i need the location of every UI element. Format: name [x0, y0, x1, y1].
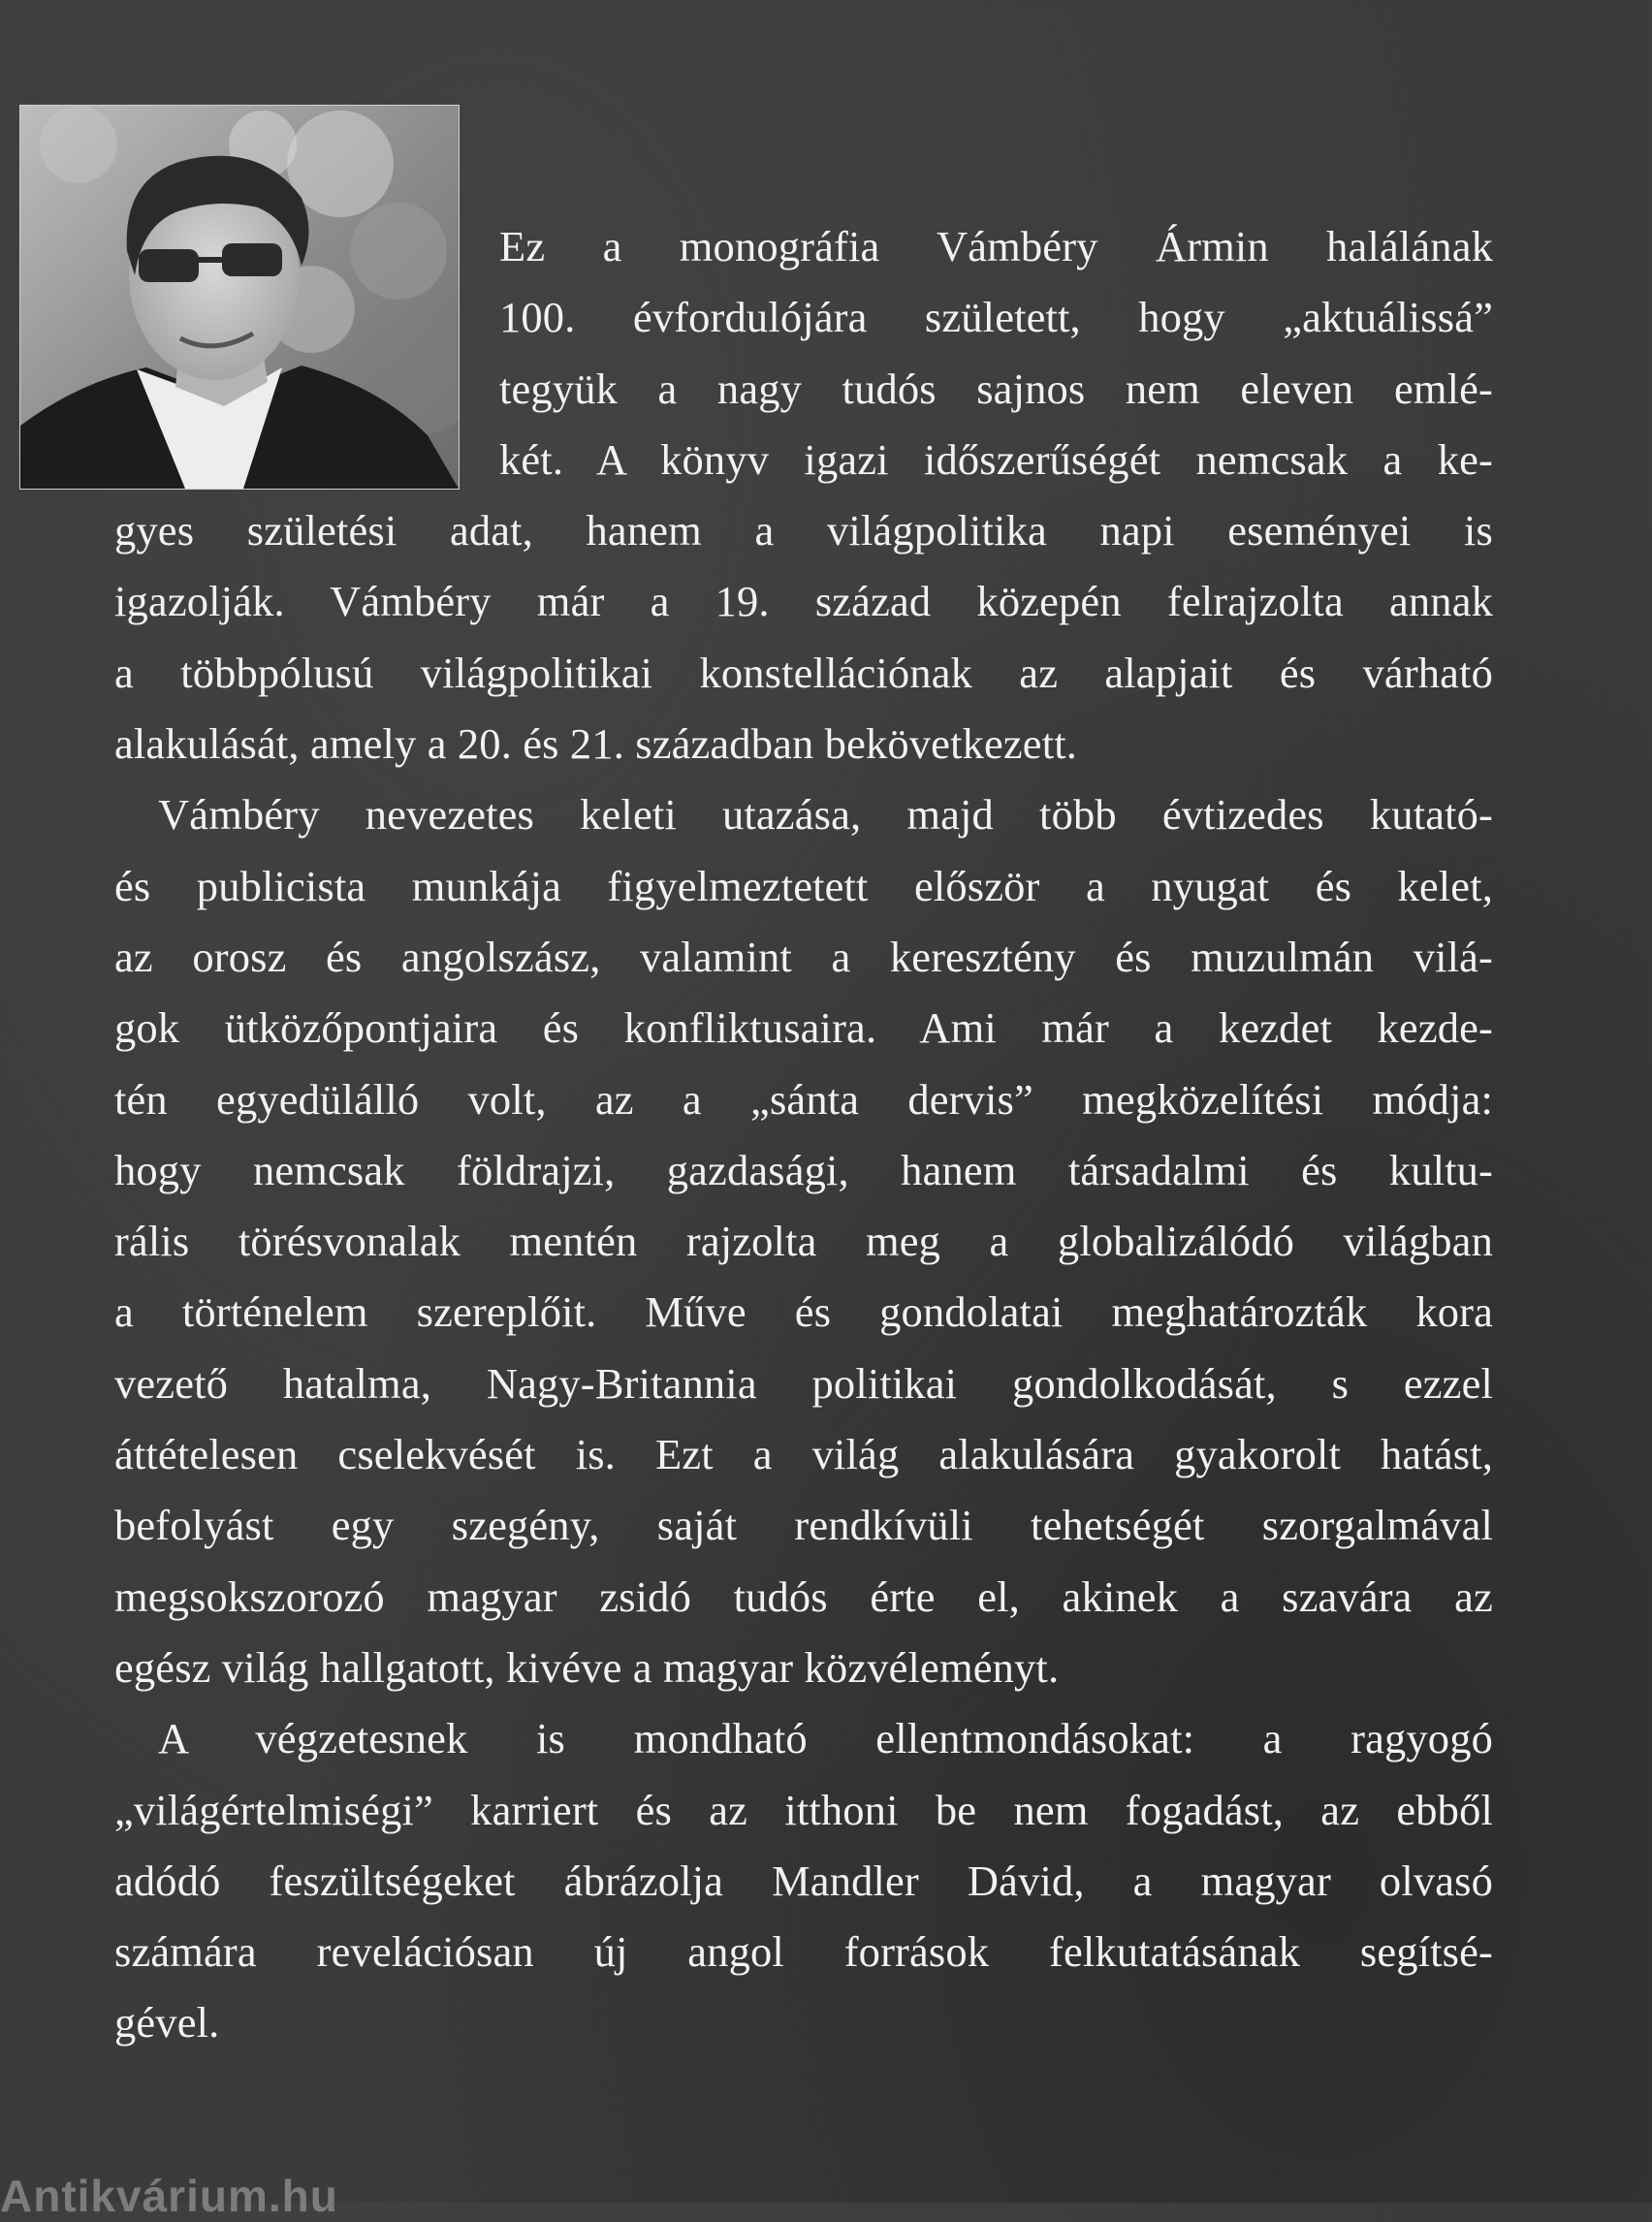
body-line: Vámbéry nevezetes keleti utazása, majd több évtizedes kutató- [158, 790, 1493, 840]
body-line: gok ütközőpontjaira és konfliktusaira. Ami már a kezdet kezde- [114, 1003, 1493, 1053]
body-line: A végzetesnek is mondható ellentmondásokat: a ragyogó [158, 1714, 1493, 1763]
body-line: vezető hatalma, Nagy-Britannia politikai gondolkodását, s ezzel [114, 1358, 1493, 1408]
body-line: tén egyedülálló volt, az a „sánta dervis” megközelítési módja: [114, 1074, 1493, 1124]
body-line: két. A könyv igazi időszerűségét nemcsak a ke- [499, 434, 1493, 484]
body-line: számára revelációsan új angol források felkutatásának segítsé- [114, 1927, 1493, 1977]
body-line: adódó feszültségeket ábrázolja Mandler Dávid, a magyar olvasó [114, 1856, 1493, 1905]
body-line: „világértelmiségi” karriert és az itthoni be nem fogadást, az ebből [114, 1785, 1493, 1834]
body-line: az orosz és angolszász, valamint a keresztény és muzulmán vilá- [114, 932, 1493, 981]
body-line: áttételesen cselekvését is. Ezt a világ alakulására gyakorolt hatást, [114, 1430, 1493, 1479]
body-line: hogy nemcsak földrajzi, gazdasági, hanem társadalmi és kultu- [114, 1145, 1493, 1194]
body-line: Ez a monográfia Vámbéry Ármin halálának [499, 222, 1493, 270]
body-line: a történelem szereplőit. Műve és gondolatai meghatározták kora [114, 1287, 1493, 1337]
body-line: a többpólusú világpolitikai konstellációnak az alapjait és várható [114, 648, 1493, 697]
body-line: tegyük a nagy tudós sajnos nem eleven emlé- [499, 364, 1493, 413]
body-line: alakulását, amely a 20. és 21. században bekövetkezett. [114, 719, 1078, 769]
body-line: 100. évfordulójára született, hogy „aktuálissá” [499, 293, 1493, 342]
body-line: igazolják. Vámbéry már a 19. század közepén felrajzolta annak [114, 577, 1493, 626]
body-line: egész világ hallgatott, kivéve a magyar közvéleményt. [114, 1642, 1060, 1692]
body-line: gével. [114, 1998, 220, 2047]
body-line: megsokszorozó magyar zsidó tudós érte el, akinek a szavára az [114, 1571, 1493, 1621]
body-text [114, 211, 1493, 2059]
body-line: befolyást egy szegény, saját rendkívüli tehetségét szorgalmával [114, 1501, 1493, 1550]
body-line: gyes születési adat, hanem a világpolitika napi eseményei is [114, 506, 1493, 556]
body-line: rális törésvonalak mentén rajzolta meg a globalizálódó világban [114, 1217, 1493, 1266]
watermark: Antikvárium.hu [0, 2171, 338, 2221]
body-line: és publicista munkája figyelmeztetett először a nyugat és kelet, [114, 861, 1493, 910]
